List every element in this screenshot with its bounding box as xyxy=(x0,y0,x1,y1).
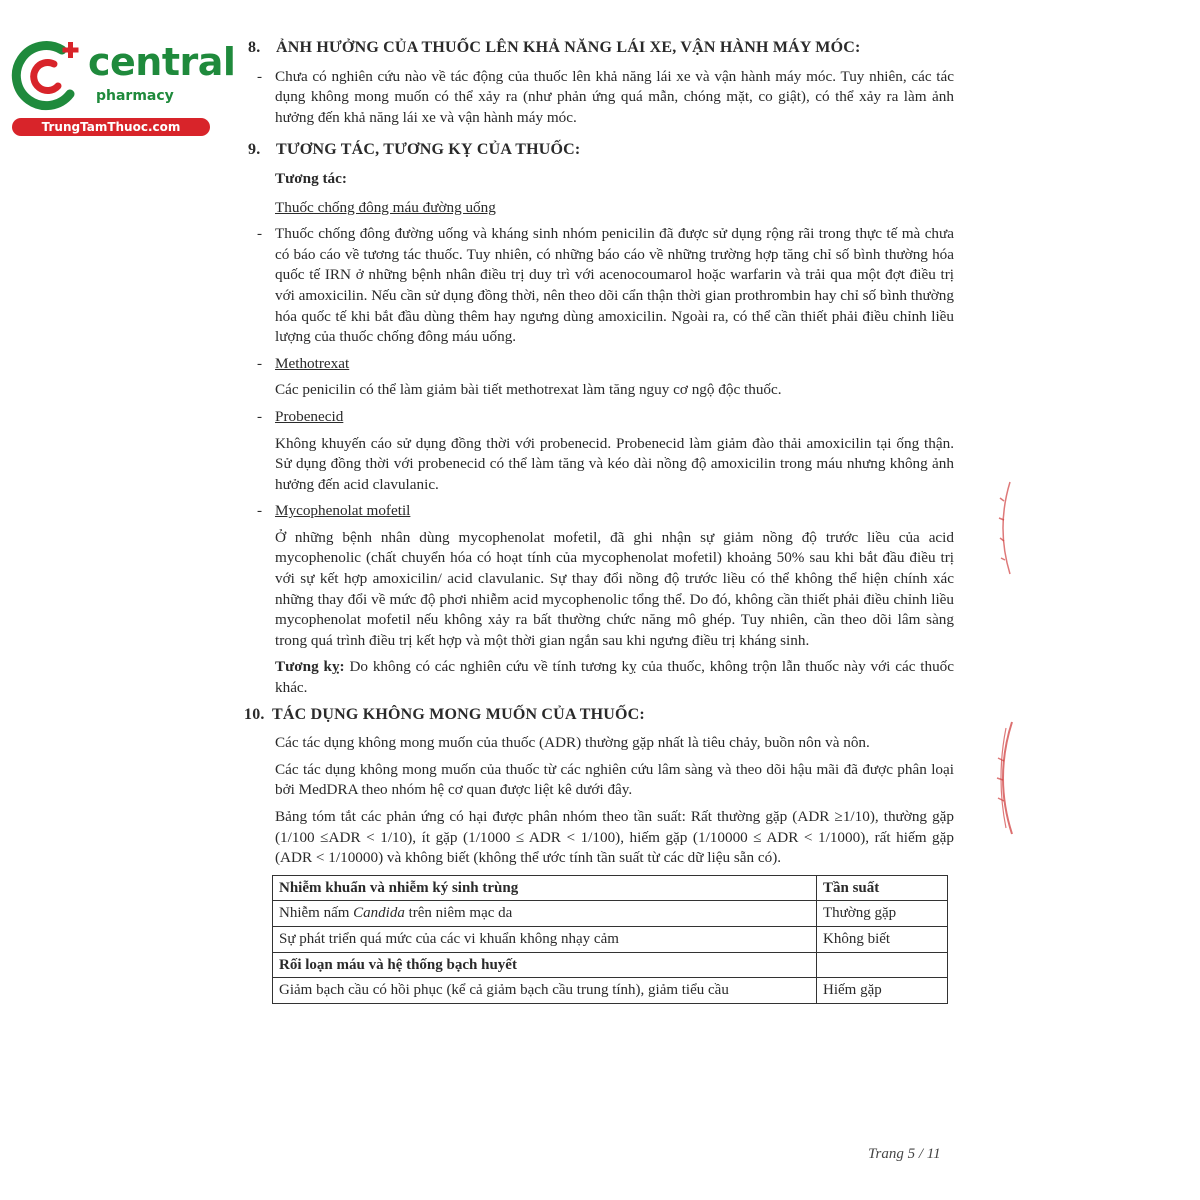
section-10-number: 10. xyxy=(244,705,265,723)
table-row xyxy=(273,952,948,978)
table-row xyxy=(273,926,948,952)
incompatibility-label: Tương kỵ: xyxy=(275,658,345,676)
mycophenolat-body: Ở những bệnh nhân dùng mycophenolat mofetil, đã ghi nhận sự giảm nồng độ trước liều của acid mycophenolic (chất chuyển hóa có hoạt tính của mycophenolat mofetil) khoảng 50% sau khi bắt đầu điều trị với sự kết hợp amoxicilin/ acid clavulanic. Sự thay đổi nồng độ trước liều có thể không thể hiện chính xác những thay đổi về mức độ phơi nhiễm acid mycophenolic tổng thể. Do đó, không cần thiết phải điều chỉnh liều mycophenolat mofetil nếu không xảy ra bất thường chức năng mô ghép. Tuy nhiên, cần theo dõi lâm sàng trong quá trình điều trị kết hợp và một thời gian ngắn sau khi ngưng điều trị kháng sinh. xyxy=(275,528,954,649)
logo-subtitle: pharmacy xyxy=(96,88,174,104)
mycophenolat-heading: - Mycophenolat mofetil xyxy=(275,501,954,522)
adr-table xyxy=(272,875,948,1004)
section-8-title xyxy=(248,38,954,59)
stamp-fragment-icon xyxy=(992,718,1016,838)
logo-website[interactable]: TrungTamThuoc.com xyxy=(12,118,210,136)
incompatibility-paragraph xyxy=(275,657,954,698)
page-number: Trang 5 / 11 xyxy=(868,1146,941,1162)
table-cell: Tần suất xyxy=(817,875,948,901)
methotrexat-body: Các penicilin có thể làm giảm bài tiết methotrexat làm tăng nguy cơ ngộ độc thuốc. xyxy=(275,381,782,399)
section-9-title xyxy=(248,140,954,161)
section-10-paragraph-2: Các tác dụng không mong muốn của thuốc từ các nghiên cứu lâm sàng và theo dõi hậu mãi đã được phân loại bởi MedDRA theo nhóm hệ cơ quan được liệt kê dưới đây. xyxy=(275,760,954,799)
section-10-paragraph-3: Bảng tóm tắt các phản ứng có hại được phân nhóm theo tần suất: Rất thường gặp (ADR ≥1/10), thường gặp (1/100 ≤ADR < 1/10), ít gặp (1/1000 ≤ ADR < 1/100), hiếm gặp (1/10000 ≤ ADR < 1/1000), rất hiếm gặp (ADR < 1/10000) và không biết (không thể ước tính tần suất từ các dữ liệu sẵn có). xyxy=(275,808,954,867)
probenecid-heading: - Probenecid xyxy=(275,407,954,428)
probenecid-body: Không khuyến cáo sử dụng đồng thời với probenecid. Probenecid làm giảm đào thải amoxicilin tại ống thận. Sử dụng đồng thời với probenecid có thể làm tăng và kéo dài nồng độ amoxicilin trong máu nhưng không ảnh hưởng đến acid clavulanic. xyxy=(275,434,954,493)
table-row xyxy=(273,875,948,901)
table-row xyxy=(273,978,948,1004)
anticoagulant-body: - Thuốc chống đông đường uống và kháng sinh nhóm penicilin đã được sử dụng rộng rãi trong thực tế mà chưa có báo cáo về tương tác thuốc. Tuy nhiên, có những báo cáo về những trường hợp tăng chỉ số bình thường hóa quốc tế IRN ở những bệnh nhân điều trị duy trì với acenocoumarol hoặc warfarin và trải qua một đợt điều trị với amoxicilin. Nếu cần sử dụng đồng thời, nên theo dõi cẩn thận thời gian prothrombin hay chỉ số bình thường hóa quốc tế khi bắt đầu dùng thêm hay ngưng dùng amoxicilin. Ngoài ra, có thể cần thiết phải điều chỉnh liều lượng của thuốc chống đông máu uống. xyxy=(275,224,954,348)
interaction-label: Tương tác: xyxy=(275,169,347,187)
section-9-heading: TƯƠNG TÁC, TƯƠNG KỴ CỦA THUỐC: xyxy=(276,141,581,159)
section-10-paragraph-1: Các tác dụng không mong muốn của thuốc (ADR) thường gặp nhất là tiêu chảy, buồn nôn và nôn. xyxy=(275,734,870,752)
logo-name: central xyxy=(88,40,236,84)
table-cell: Nhiễm nấm Candida trên niêm mạc da xyxy=(273,901,817,927)
table-cell: Sự phát triển quá mức của các vi khuẩn không nhạy cảm xyxy=(273,926,817,952)
table-cell: Không biết xyxy=(817,926,948,952)
methotrexat-heading: - Methotrexat xyxy=(275,354,954,375)
section-8-heading: ẢNH HƯỞNG CỦA THUỐC LÊN KHẢ NĂNG LÁI XE, VẬN HÀNH MÁY MÓC: xyxy=(276,39,861,56)
table-row xyxy=(273,901,948,927)
table-cell: Thường gặp xyxy=(817,901,948,927)
logo-c-mark-icon xyxy=(10,36,90,116)
incompatibility-body: Do không có các nghiên cứu về tính tương kỵ của thuốc, không trộn lẫn thuốc này với các thuốc khác. xyxy=(275,658,955,697)
table-cell: Rối loạn máu và hệ thống bạch huyết xyxy=(273,952,817,978)
table-cell xyxy=(817,952,948,978)
stamp-fragment-icon xyxy=(992,478,1016,578)
section-8-body: - Chưa có nghiên cứu nào về tác động của thuốc lên khả năng lái xe và vận hành máy móc. Tuy nhiên, các tác dụng không mong muốn có thể xảy ra (như phản ứng quá mẫn, chóng mặt, co giật), có thể xảy ra làm ảnh hưởng đến khả năng lái xe và vận hành máy móc. xyxy=(275,67,954,129)
table-cell: Giảm bạch cầu có hồi phục (kể cả giảm bạch cầu trung tính), giảm tiểu cầu xyxy=(273,978,817,1004)
brand-logo[interactable] xyxy=(10,36,236,136)
section-8-number: 8. xyxy=(248,39,261,56)
section-9-number: 9. xyxy=(248,141,261,159)
section-10-heading: TÁC DỤNG KHÔNG MONG MUỐN CỦA THUỐC: xyxy=(272,705,645,723)
table-cell: Nhiễm khuẩn và nhiễm ký sinh trùng xyxy=(273,875,817,901)
section-10-title xyxy=(244,705,954,726)
anticoagulant-heading: Thuốc chống đông máu đường uống xyxy=(275,198,496,216)
document-page xyxy=(244,38,955,1004)
table-cell: Hiếm gặp xyxy=(817,978,948,1004)
